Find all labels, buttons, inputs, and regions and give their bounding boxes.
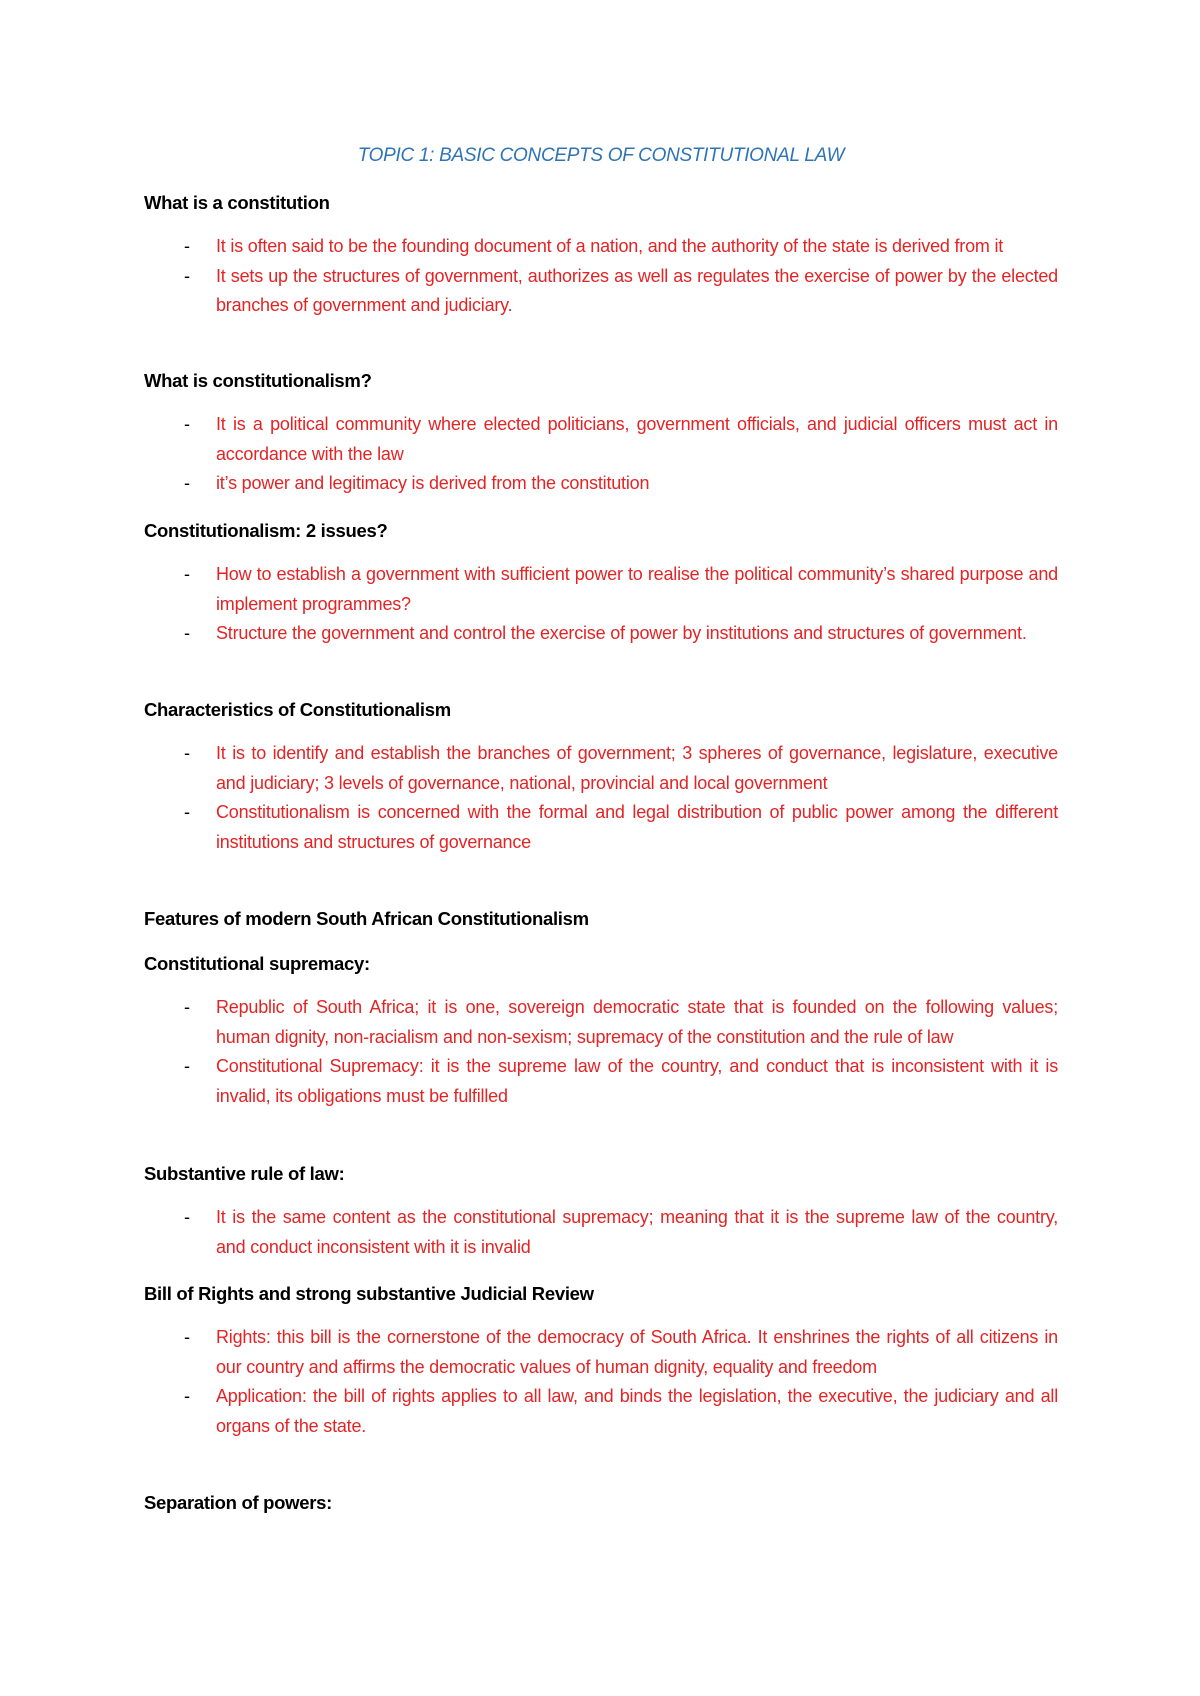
list-item: - Constitutional Supremacy: it is the supreme law of the country, and conduct that is inconsistent with it is invalid, its obligations must be fulfilled bbox=[144, 1052, 1058, 1111]
list-item: - it’s power and legitimacy is derived from the constitution bbox=[144, 469, 1058, 499]
list-item: - It sets up the structures of government, authorizes as well as regulates the exercise of power by the elected branches of government and judiciary. bbox=[144, 262, 1058, 321]
document-title: TOPIC 1: BASIC CONCEPTS OF CONSTITUTIONAL LAW bbox=[357, 145, 845, 166]
dash-bullet-icon: - bbox=[184, 1327, 190, 1347]
list-item: - Rights: this bill is the cornerstone of the democracy of South Africa. It enshrines the rights of all citizens in our country and affirms the democratic values of human dignity, equality and freedom bbox=[144, 1323, 1058, 1382]
section-features-of-modern-sa-constitutionalism bbox=[144, 904, 1058, 948]
bullet-list bbox=[144, 232, 1058, 321]
section-characteristics-of-constitutionalism bbox=[144, 695, 1058, 857]
dash-bullet-icon: - bbox=[184, 265, 190, 286]
section-heading: Separation of powers: bbox=[144, 1492, 332, 1513]
section-heading: What is a constitution bbox=[144, 192, 330, 213]
dash-bullet-icon: - bbox=[184, 623, 190, 643]
section-heading: Bill of Rights and strong substantive Judicial Review bbox=[144, 1283, 594, 1304]
section-heading: Constitutionalism: 2 issues? bbox=[144, 520, 388, 541]
dash-bullet-icon: - bbox=[184, 1056, 190, 1076]
section-heading: Substantive rule of law: bbox=[144, 1163, 345, 1184]
section-substantive-rule-of-law bbox=[144, 1159, 1058, 1262]
list-item: - It is a political community where elected politicians, government officials, and judicial officers must act in accordance with the law bbox=[144, 410, 1058, 469]
section-what-is-a-constitution bbox=[144, 188, 1058, 321]
section-heading: What is constitutionalism? bbox=[144, 370, 372, 391]
dash-bullet-icon: - bbox=[184, 802, 190, 822]
dash-bullet-icon: - bbox=[184, 473, 190, 493]
dash-bullet-icon: - bbox=[184, 997, 190, 1017]
bullet-list bbox=[144, 739, 1058, 857]
bullet-list bbox=[144, 560, 1058, 649]
list-item: - Structure the government and control the exercise of power by institutions and structures of government. bbox=[144, 619, 1058, 649]
section-heading: Constitutional supremacy: bbox=[144, 953, 370, 974]
bullet-list bbox=[144, 410, 1058, 499]
dash-bullet-icon: - bbox=[184, 236, 190, 256]
list-item: - It is often said to be the founding document of a nation, and the authority of the state is derived from it bbox=[144, 232, 1058, 262]
list-item: - Republic of South Africa; it is one, sovereign democratic state that is founded on the following values; human dignity, non-racialism and non-sexism; supremacy of the constitution and the rule of law bbox=[144, 993, 1058, 1052]
section-what-is-constitutionalism bbox=[144, 366, 1058, 499]
dash-bullet-icon: - bbox=[184, 1386, 190, 1406]
list-item: - How to establish a government with sufficient power to realise the political community’s shared purpose and implement programmes? bbox=[144, 560, 1058, 619]
section-heading: Characteristics of Constitutionalism bbox=[144, 699, 451, 720]
bullet-list bbox=[144, 1203, 1058, 1262]
dash-bullet-icon: - bbox=[184, 1207, 190, 1227]
dash-bullet-icon: - bbox=[184, 414, 190, 434]
section-constitutionalism-2-issues bbox=[144, 516, 1058, 649]
section-heading: Features of modern South African Constitutionalism bbox=[144, 908, 589, 929]
list-item: - Application: the bill of rights applies to all law, and binds the legislation, the executive, the judiciary and all organs of the state. bbox=[144, 1382, 1058, 1441]
bullet-list bbox=[144, 993, 1058, 1111]
list-item: - It is the same content as the constitutional supremacy; meaning that it is the supreme law of the country, and conduct inconsistent with it is invalid bbox=[144, 1203, 1058, 1262]
list-item: - It is to identify and establish the branches of government; 3 spheres of governance, legislature, executive and judiciary; 3 levels of governance, national, provincial and local government bbox=[144, 739, 1058, 798]
section-constitutional-supremacy bbox=[144, 949, 1058, 1111]
dash-bullet-icon: - bbox=[184, 743, 190, 763]
section-separation-of-powers bbox=[144, 1488, 1058, 1532]
section-bill-of-rights-judicial-review bbox=[144, 1279, 1058, 1441]
bullet-list bbox=[144, 1323, 1058, 1441]
list-item: - Constitutionalism is concerned with the formal and legal distribution of public power among the different institutions and structures of governance bbox=[144, 798, 1058, 857]
dash-bullet-icon: - bbox=[184, 564, 190, 584]
